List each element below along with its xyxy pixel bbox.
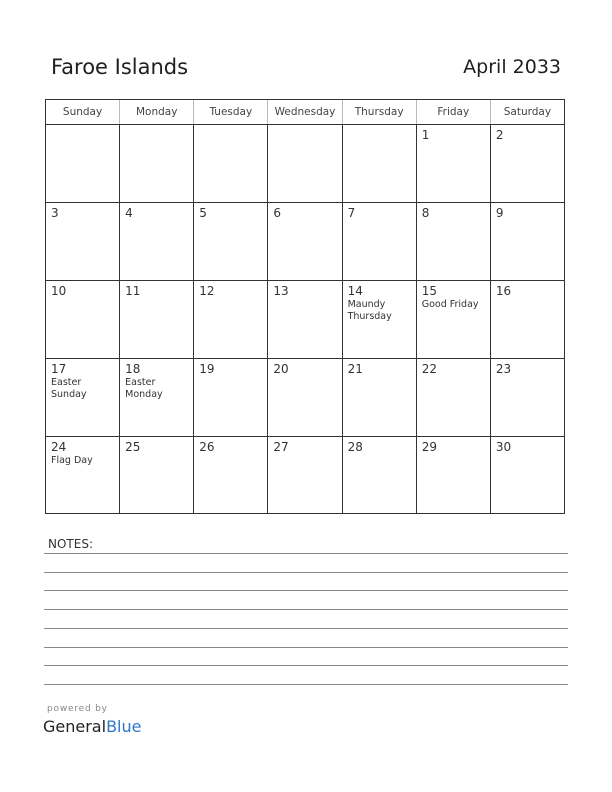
day-number: 11: [125, 284, 141, 298]
day-cell: [490, 203, 564, 280]
day-cell: [46, 281, 119, 358]
day-cell: [267, 437, 341, 513]
weekday-wednesday: Wednesday: [267, 100, 341, 124]
day-cell: [342, 281, 416, 358]
day-cell: [46, 203, 119, 280]
week-row: [46, 437, 564, 513]
weekday-thursday: Thursday: [342, 100, 416, 124]
day-cell: [490, 437, 564, 513]
day-number: 7: [347, 206, 356, 220]
day-number: 27: [273, 440, 289, 454]
day-number: 19: [199, 362, 215, 376]
day-cell: [490, 125, 564, 202]
day-number: 18: [125, 362, 141, 376]
day-number: 28: [347, 440, 363, 454]
day-cell: [46, 125, 119, 202]
notes-label: NOTES:: [48, 537, 93, 551]
day-cell: [416, 203, 490, 280]
month-year-label: April 2033: [463, 56, 561, 78]
notes-line: [44, 590, 568, 591]
day-number: 10: [51, 284, 67, 298]
day-cell: [267, 203, 341, 280]
day-cell: [193, 125, 267, 202]
day-cell: [342, 437, 416, 513]
week-row: [46, 125, 564, 203]
day-cell: [342, 125, 416, 202]
day-cell: [490, 281, 564, 358]
day-number: 20: [273, 362, 289, 376]
day-number: 23: [495, 362, 512, 376]
day-number: 24: [51, 440, 67, 454]
holiday-label: Easter Monday: [125, 377, 163, 400]
day-number: 14: [347, 284, 363, 298]
day-number: 2: [495, 128, 504, 142]
day-number: 3: [51, 206, 59, 220]
brand-name-part2: Blue: [106, 717, 142, 736]
day-cell: [342, 203, 416, 280]
day-number: 4: [125, 206, 133, 220]
day-cell: [193, 203, 267, 280]
day-number: 6: [273, 206, 282, 220]
day-number: 30: [495, 440, 512, 454]
day-cell: [193, 437, 267, 513]
day-cell: [46, 359, 119, 436]
day-cell: [46, 437, 119, 513]
day-cell: [490, 359, 564, 436]
day-number: 26: [199, 440, 215, 454]
day-cell: [267, 359, 341, 436]
day-number: 21: [347, 362, 363, 376]
week-row: [46, 281, 564, 359]
day-cell: [416, 359, 490, 436]
day-number: 22: [421, 362, 437, 376]
weekday-tuesday: Tuesday: [193, 100, 267, 124]
day-number: 8: [421, 206, 430, 220]
day-cell: [342, 359, 416, 436]
day-cell: [267, 125, 341, 202]
day-cell: [193, 281, 267, 358]
day-number: 13: [273, 284, 289, 298]
notes-line: [44, 609, 568, 610]
week-row: [46, 359, 564, 437]
day-number: 25: [125, 440, 141, 454]
day-cell: [119, 359, 193, 436]
day-number: 29: [421, 440, 437, 454]
day-number: 1: [421, 128, 430, 142]
notes-line: [44, 553, 568, 554]
day-cell: [119, 281, 193, 358]
week-row: [46, 203, 564, 281]
holiday-label: Good Friday: [421, 299, 479, 310]
day-cell: [416, 437, 490, 513]
calendar-grid: [45, 99, 565, 514]
day-cell: [416, 281, 490, 358]
day-cell: [119, 437, 193, 513]
notes-line: [44, 684, 568, 685]
day-number: 16: [495, 284, 512, 298]
weekday-header-row: [46, 100, 564, 125]
day-number: 12: [199, 284, 215, 298]
powered-by-label: powered by: [47, 704, 108, 714]
weekday-sunday: Sunday: [62, 106, 103, 118]
notes-line: [44, 665, 568, 666]
brand-logo: [43, 717, 141, 736]
day-number: 15: [421, 284, 437, 298]
notes-line: [44, 647, 568, 648]
day-cell: [193, 359, 267, 436]
day-number: 5: [199, 206, 207, 220]
weekday-saturday: Saturday: [490, 100, 564, 124]
holiday-label: Flag Day: [51, 455, 93, 466]
brand-name-part1: General: [43, 717, 107, 736]
page-title: Faroe Islands: [51, 55, 189, 79]
day-cell: [119, 203, 193, 280]
day-cell: [119, 125, 193, 202]
day-number: 9: [495, 206, 504, 220]
day-number: 17: [51, 362, 67, 376]
weekday-monday: Monday: [119, 100, 193, 124]
notes-line: [44, 572, 568, 573]
day-cell: [267, 281, 341, 358]
holiday-label: Maundy Thursday: [347, 299, 392, 322]
day-cell: [416, 125, 490, 202]
holiday-label: Easter Sunday: [51, 377, 87, 400]
weekday-friday: Friday: [416, 100, 490, 124]
notes-line: [44, 628, 568, 629]
